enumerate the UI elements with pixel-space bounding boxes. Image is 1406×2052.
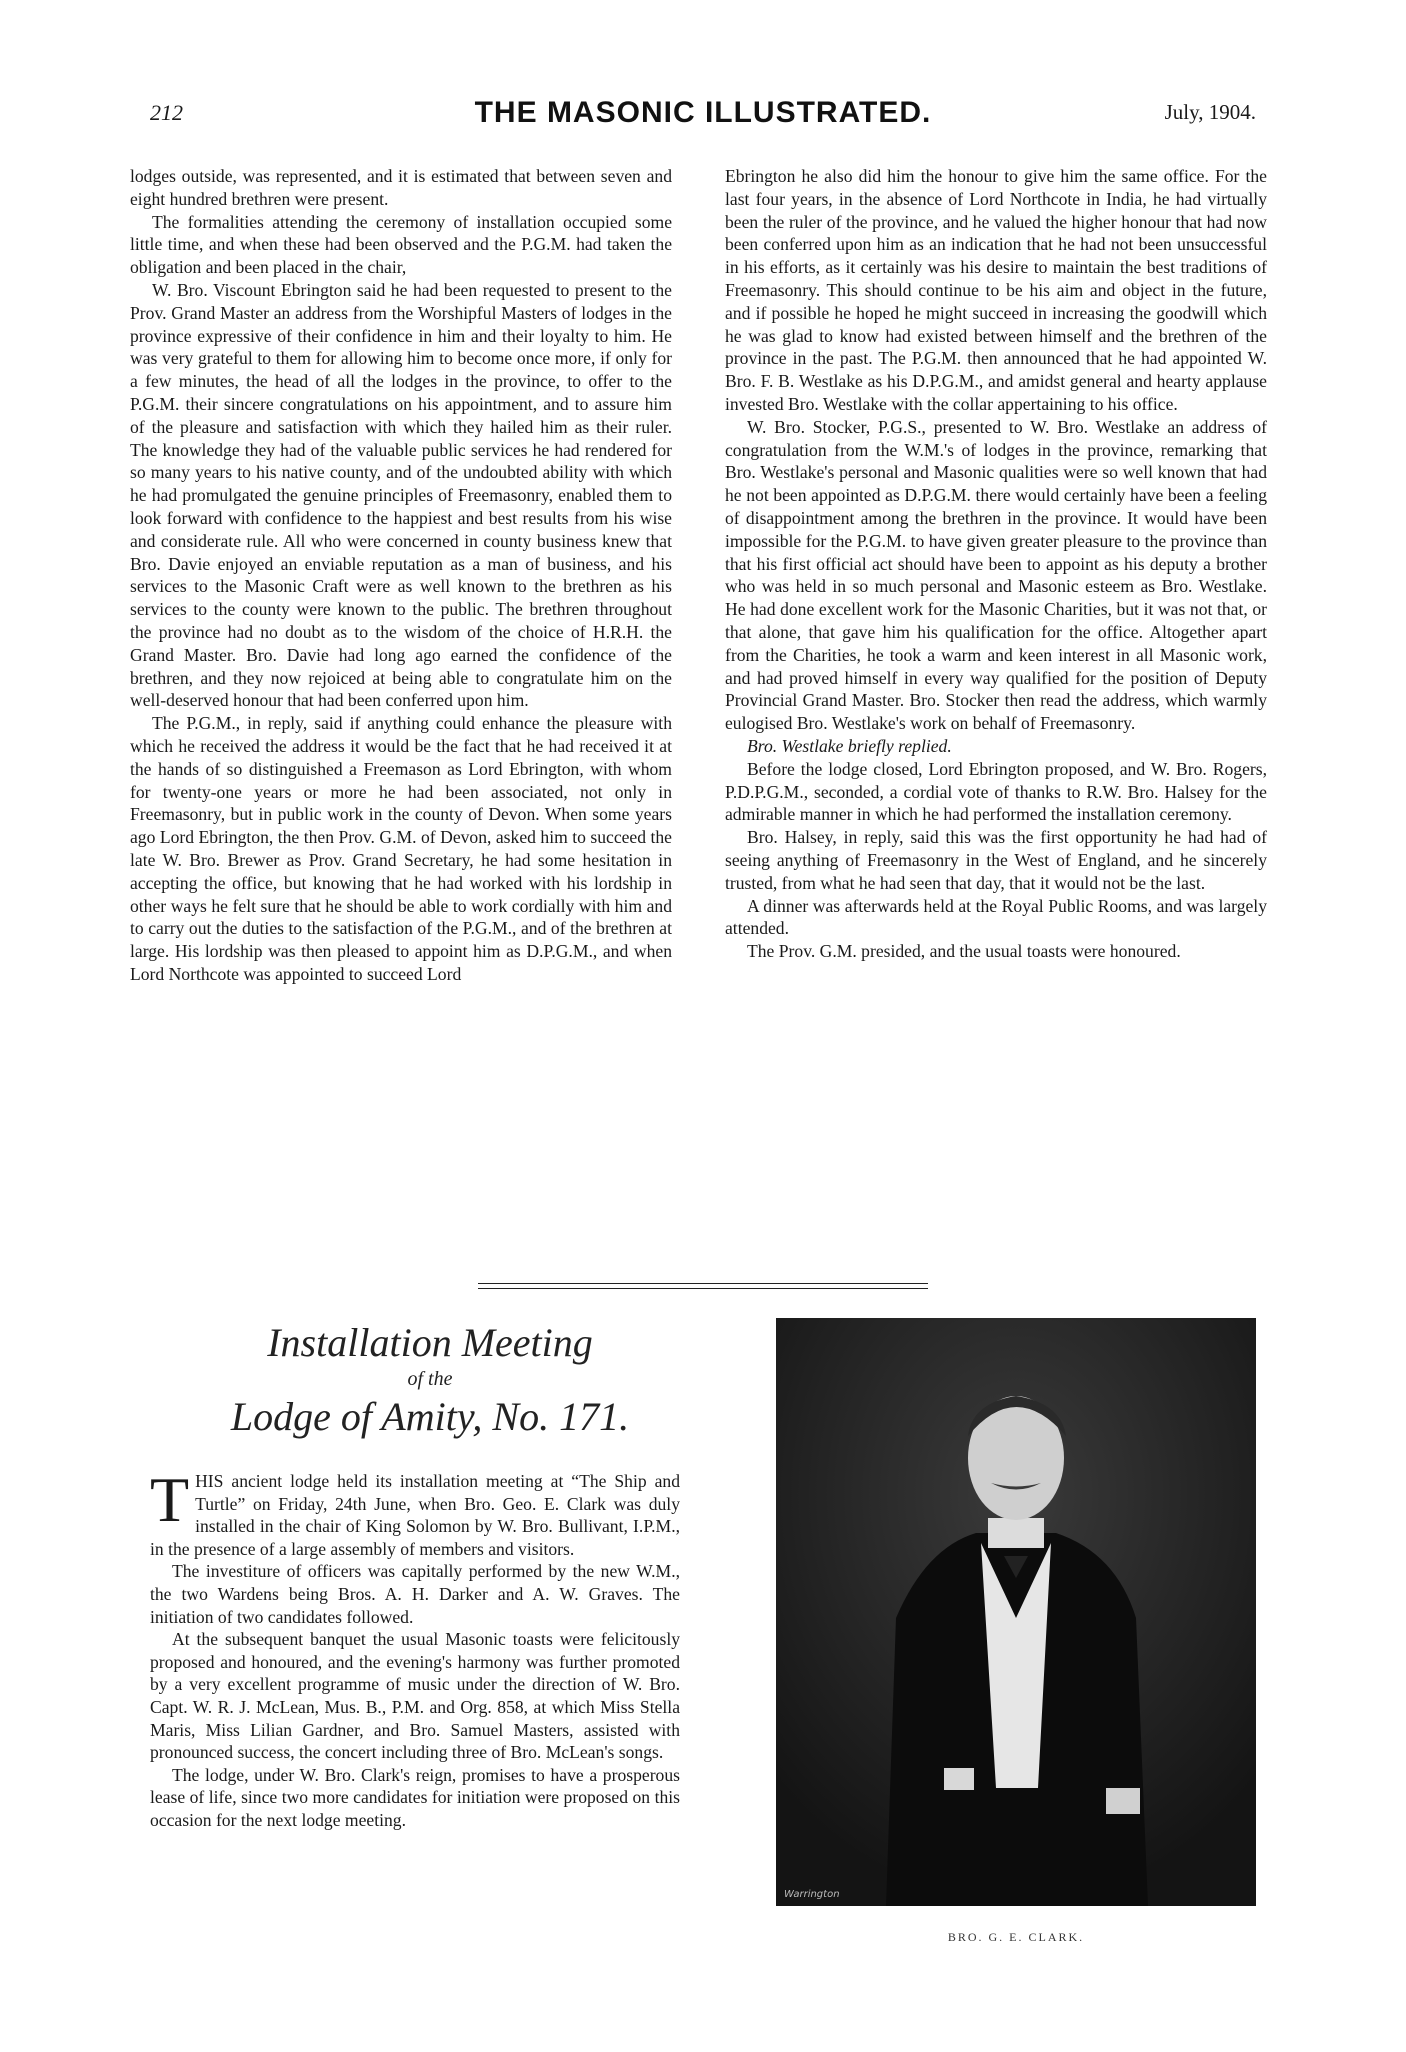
paragraph: The Prov. G.M. presided, and the usual toasts were honoured. xyxy=(747,941,1181,962)
article-title-line: of the xyxy=(407,1368,453,1390)
page-number: 212 xyxy=(150,100,183,125)
paragraph: lodges outside, was represented, and it is estimated that between seven and eight hundred brethren were present. xyxy=(130,166,672,209)
paragraph: The lodge, under W. Bro. Clark's reign, promises to have a prosperous lease of life, since two more candidates for initiation were proposed on this occasion for the next lodge meeting. xyxy=(150,1764,680,1830)
article-title xyxy=(150,1320,710,1442)
article-title-line: Lodge of Amity, No. 171. xyxy=(230,1394,630,1439)
paragraph: Ebrington he also did him the honour to give him the same office. For the last four years, in the absence of Lord Northcote in India, he had virtually been the ruler of the province, and he valued the higher honour that had now been conferred upon him as an indication that he had not been unsuccessful in his efforts, as it certainly was his desire to maintain the best traditions of Freemasonry. This should continue to be his aim and object in the future, and if possible he hoped he might succeed in increasing the goodwill which he was glad to know had existed between himself and the brethren of the province in the past. The P.G.M. then announced that he had appointed W. Bro. F. B. Westlake as his D.P.G.M., and amidst general and hearty applause invested Bro. Westlake with the collar appertaining to his office. xyxy=(725,166,1267,414)
journal-title: THE MASONIC ILLUSTRATED. xyxy=(474,96,932,129)
portrait-figure-icon xyxy=(776,1318,1256,1906)
paragraph: Bro. Halsey, in reply, said this was the first opportunity he had had of seeing anything of Freemasonry in the West of England, and he sincerely trusted, from what he had seen that day, that it would not be the last. xyxy=(725,827,1267,893)
issue-date: July, 1904. xyxy=(1164,100,1256,124)
paragraph: W. Bro. Viscount Ebrington said he had been requested to present to the Prov. Grand Master an address from the Worshipful Masters of lodges in the province expressive of their confidence in him and their loyalty to him. He was very grateful to them for allowing him to become once more, if only for a few minutes, the head of all the lodges in the province, to offer to the P.G.M. their sincere congratulations on his appointment, and to assure him of the pleasure and satisfaction with which they hailed him as their ruler. The knowledge they had of the valuable public services he had rendered for so many years to his native county, and of the undoubted ability with which he had promulgated the genuine principles of Freemasonry, enabled them to look forward with confidence to the happiest and best results from his wise and considerate rule. All who were concerned in county business knew that Bro. Davie enjoyed an enviable reputation as a man of business, and his services to the Masonic Craft were as well known to the brethren as his services to the county were known to the public. The brethren throughout the province had no doubt as to the wisdom of the choice of H.R.H. the Grand Master. Bro. Davie had long ago earned the confidence of the brethren, and they now rejoiced at being able to congratulate him on the well-deserved honour that had been conferred upon him. xyxy=(130,279,672,711)
article-first-paragraph xyxy=(150,1464,680,1560)
paragraph: The formalities attending the ceremony of installation occupied some little time, and when these had been observed and the P.G.M. had taken the obligation and been placed in the chair, xyxy=(130,211,672,278)
article-title-line: Installation Meeting xyxy=(267,1320,593,1365)
page-header xyxy=(0,96,1406,136)
paragraph: A dinner was afterwards held at the Royal Public Rooms, and was largely attended. xyxy=(725,895,1267,939)
divider-rule xyxy=(478,1288,928,1289)
paragraph: W. Bro. Stocker, P.G.S., presented to W. Bro. Westlake an address of congratulation from the W.M.'s of lodges in the province, remarking that Bro. Westlake's personal and Masonic qualities were so well known that had he not been appointed as D.P.G.M. there would certainly have been a feeling of disappointment among the brethren in the province. It would have been impossible for the P.G.M. to have given greater pleasure to the province than that his first official act should have been to appoint as his deputy a brother who was held in so much personal and Masonic esteem as Bro. Westlake. He had done excellent work for the Masonic Charities, but it was not that, or that alone, that gave him his qualification for the office. Altogether apart from the Charities, he took a warm and keen interest in all Masonic work, and had proved himself in every way qualified for the position of Deputy Provincial Grand Master. Bro. Stocker then read the address, which warmly eulogised Bro. Westlake's work on behalf of Freemasonry. xyxy=(725,416,1267,734)
paragraph-text: HIS ancient lodge held its installation meeting at “The Ship and Turtle” on Friday, 24th June, when Bro. Geo. E. Clark was duly installed in the chair of King Solomon by W. Bro. Bullivant, I.P.M., in the presence of a large assembly of members and visitors. xyxy=(150,1471,680,1559)
article-body xyxy=(150,1464,680,1832)
paragraph: The investiture of officers was capitally performed by the new W.M., the two Wardens being Bros. A. H. Darker and A. W. Graves. The initiation of two candidates followed. xyxy=(150,1561,680,1627)
divider-rule xyxy=(478,1283,928,1284)
photo-caption: BRO. G. E. CLARK. xyxy=(947,1930,1085,1944)
drop-cap: T xyxy=(150,1464,190,1535)
portrait-photo xyxy=(776,1318,1256,1906)
paragraph: Before the lodge closed, Lord Ebrington proposed, and W. Bro. Rogers, P.D.P.G.M., seconded, a cordial vote of thanks to R.W. Bro. Halsey for the admirable manner in which he had performed the installation ceremony. xyxy=(725,758,1267,825)
paragraph: At the subsequent banquet the usual Masonic toasts were felicitously proposed and honoured, and the evening's harmony was further promoted by a very excellent programme of music under the direction of W. Bro. Capt. W. R. J. McLean, Mus. B., P.M. and Org. 858, at which Miss Stella Maris, Miss Lilian Gardner, and Bro. Samuel Masters, assisted with pronounced success, the concert including three of Bro. McLean's songs. xyxy=(150,1629,680,1763)
left-column xyxy=(130,165,672,986)
photo-credit: Warrington xyxy=(784,1889,840,1900)
paragraph: Bro. Westlake briefly replied. xyxy=(747,735,952,756)
paragraph: The P.G.M., in reply, said if anything could enhance the pleasure with which he received the address it would be the fact that he had received it at the hands of so distinguished a Freemason as Lord Ebrington, with whom for twenty-one years or more he had been associated, not only in Freemasonry, but in public work in the county of Devon. When some years ago Lord Ebrington, the then Prov. G.M. of Devon, asked him to succeed the late W. Bro. Brewer as Prov. Grand Secretary, he had some hesitation in accepting the office, but knowing that he had worked with his lordship in other ways he felt sure that he should be able to work cordially with him and to carry out the duties to the satisfaction of the P.G.M., and of the brethren at large. His lordship was then pleased to appoint him as D.P.G.M., and when Lord Northcote was appointed to succeed Lord xyxy=(130,713,672,984)
right-column xyxy=(725,165,1267,963)
